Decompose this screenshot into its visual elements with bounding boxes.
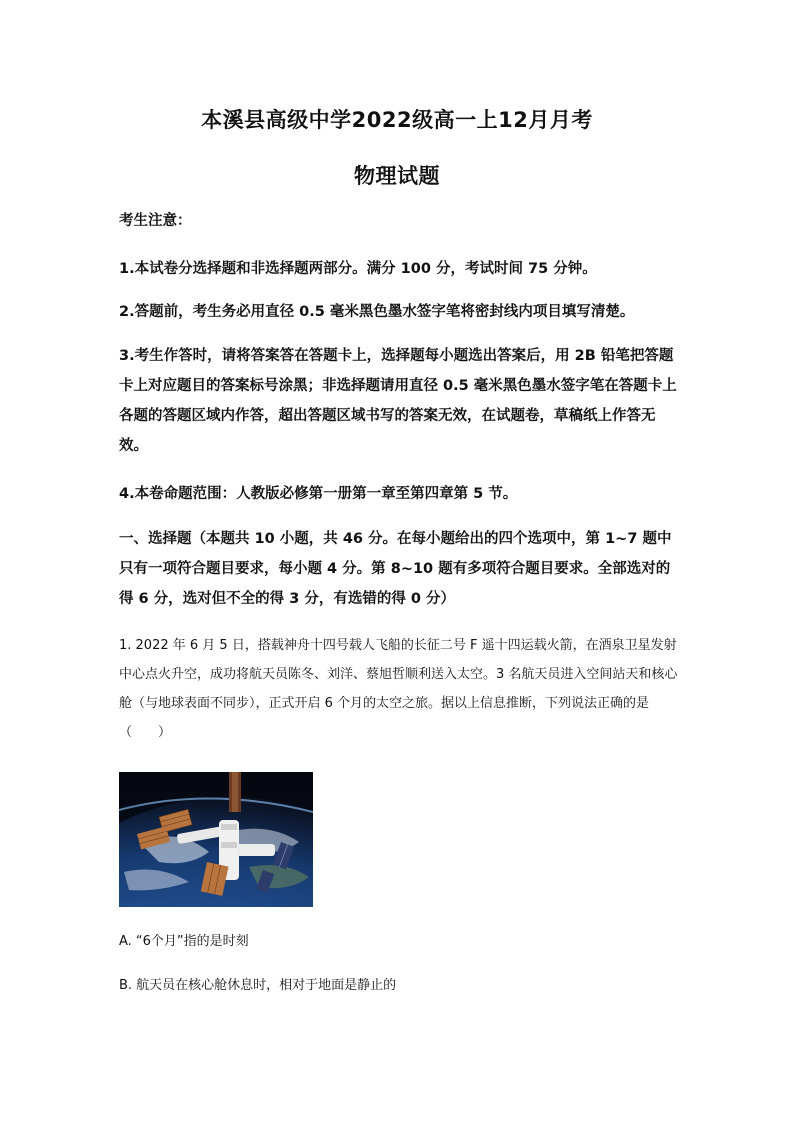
notice-item-2 xyxy=(119,297,679,327)
option-text: A. “6个月”指的是时刻 xyxy=(119,934,249,949)
notice-item-4 xyxy=(119,479,679,509)
notice-item-text: 3.考生作答时，请将答案答在答题卡上，选择题每小题选出答案后，用 2B 铅笔把答题卡上对应题目的答案标号涂黑；非选择题请用直径 0.5 毫米黑色墨水签字笔在答题卡上各题的答题区域内作答，超出答题区域书写的答案无效，在试题卷，草稿纸上作答无效。 xyxy=(119,348,677,454)
space-station-photo xyxy=(119,772,313,907)
question-stem-text: 1. 2022 年 6 月 5 日，搭载神舟十四号载人飞船的长征二号 F 遥十四运载火箭，在酒泉卫星发射中心点火升空，成功将航天员陈冬、刘洋、蔡旭哲顺利送入太空。3 名航天员进入空间站天和核心舱（与地球表面不同步），正式开启 6 个月的太空之旅。据以上信息推断，下列说法正确的是（ ） xyxy=(119,638,678,740)
option-a xyxy=(119,927,679,956)
option-b xyxy=(119,971,679,1000)
section-heading-text: 一、选择题（本题共 10 小题，共 46 分。在每小题给出的四个选项中，第 1~7 题中只有一项符合题目要求，每小题 4 分。第 8~10 题有多项符合题目要求。全部选对的得 6 分，选对但不全的得 3 分，有选错的得 0 分） xyxy=(119,531,672,607)
exam-title: 本溪县高级中学2022级高一上12月月考 xyxy=(201,108,593,132)
space-station-illustration xyxy=(119,772,313,907)
question-1-stem xyxy=(119,631,679,747)
notice-item-1 xyxy=(119,254,679,284)
section-heading xyxy=(119,524,679,614)
subject-title: 物理试题 xyxy=(354,164,440,188)
option-text: B. 航天员在核心舱休息时，相对于地面是静止的 xyxy=(119,978,397,993)
notice-item-text: 1.本试卷分选择题和非选择题两部分。满分 100 分，考试时间 75 分钟。 xyxy=(119,261,597,277)
notice-item-text: 2.答题前，考生务必用直径 0.5 毫米黑色墨水签字笔将密封线内项目填写清楚。 xyxy=(119,304,635,320)
notice-item-3 xyxy=(119,341,679,461)
notice-heading: 考生注意： xyxy=(119,213,192,229)
notice-item-text: 4.本卷命题范围：人教版必修第一册第一章至第四章第 5 节。 xyxy=(119,486,518,502)
